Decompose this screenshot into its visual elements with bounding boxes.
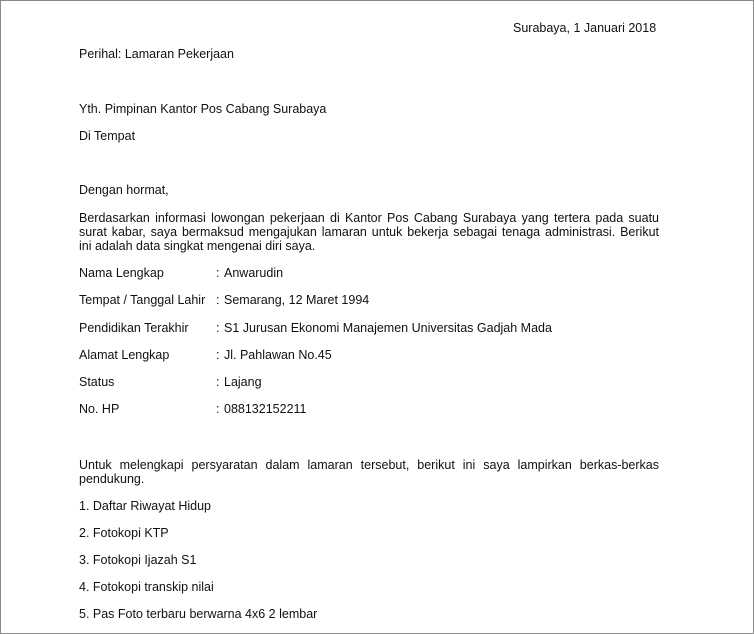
attachment-item: 2. Fotokopi KTP — [79, 526, 169, 540]
greeting: Dengan hormat, — [79, 183, 169, 197]
attachments-intro: Untuk melengkapi persyaratan dalam lamaran tersebut, berikut ini saya lampirkan berkas-berkas pendukung. — [79, 458, 659, 486]
attachment-item: 1. Daftar Riwayat Hidup — [79, 499, 212, 513]
data-label: Tempat / Tanggal Lahir — [79, 293, 206, 307]
data-separator: : — [216, 348, 220, 362]
data-separator: : — [216, 321, 220, 335]
data-label: No. HP — [79, 402, 120, 416]
data-value: Jl. Pahlawan No.45 — [224, 348, 332, 362]
data-label: Pendidikan Terakhir — [79, 321, 189, 335]
data-label: Alamat Lengkap — [79, 348, 170, 362]
subject-line: Perihal: Lamaran Pekerjaan — [79, 47, 234, 61]
attachment-item: 3. Fotokopi Ijazah S1 — [79, 553, 197, 567]
place-line: Di Tempat — [79, 129, 136, 143]
data-value: Lajang — [224, 375, 262, 389]
date-line: Surabaya, 1 Januari 2018 — [513, 21, 657, 35]
data-separator: : — [216, 293, 220, 307]
recipient-line: Yth. Pimpinan Kantor Pos Cabang Surabaya — [79, 102, 327, 116]
data-label: Status — [79, 375, 115, 389]
attachment-item: 5. Pas Foto terbaru berwarna 4x6 2 lembar — [79, 607, 318, 621]
data-separator: : — [216, 266, 220, 280]
data-value: Semarang, 12 Maret 1994 — [224, 293, 370, 307]
data-separator: : — [216, 375, 220, 389]
data-value: Anwarudin — [224, 266, 284, 280]
data-separator: : — [216, 402, 220, 416]
data-label: Nama Lengkap — [79, 266, 164, 280]
data-value: 088132152211 — [224, 402, 307, 416]
data-value: S1 Jurusan Ekonomi Manajemen Universitas Gadjah Mada — [224, 321, 552, 335]
attachment-item: 4. Fotokopi transkip nilai — [79, 580, 214, 594]
intro-paragraph: Berdasarkan informasi lowongan pekerjaan di Kantor Pos Cabang Surabaya yang tertera pada suatu surat kabar, saya bermaksud mengajukan lamaran untuk bekerja sebagai tenaga administrasi. Berikut ini adalah data singkat mengenai diri saya. — [79, 211, 659, 253]
